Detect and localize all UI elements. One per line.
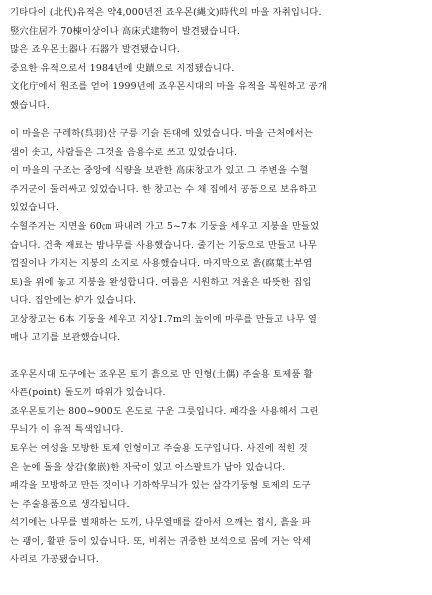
text-line: 이 마을의 구조는 중앙에 식량을 보관한 高床창고가 있고 그 주변을 수혈 — [10, 165, 309, 177]
text-line: 는 주술용품으로 생각됩니다. — [10, 498, 130, 510]
text-line: 사픈(point) 돌도끼 따위가 있습니다. — [10, 387, 166, 399]
text-line: 이 마을은 구레하(呉羽)산 구릉 기슭 돈대에 있었습니다. 마을 근처에서는 — [10, 128, 313, 140]
text-line: 죠우몬토기는 800~900도 온도로 구운 그릇입니다. 패각을 사용해서 그린 — [10, 405, 319, 417]
clay-figurine-paragraph — [10, 440, 424, 477]
section-gap — [10, 115, 424, 125]
text-line: 많은 죠우몬土器나 石器가 발견됐습니다. — [10, 44, 180, 56]
stone-tools-paragraph — [10, 514, 424, 570]
text-line: 토)을 위에 놓고 지붕을 완성합니다. 여름은 시원하고 겨울은 따뜻한 집입 — [10, 276, 312, 288]
text-line: 기타다이 (北代)유적은 약4,000년전 죠우몬(縄文)時代의 마을 자취입니다. — [10, 7, 322, 18]
text-line: 는 괭이, 활판 등이 있습니다. 또, 비취는 귀중한 보석으로 몸에 거는 악세 — [10, 535, 312, 547]
ritual-tools-paragraph — [10, 477, 424, 514]
text-line: 무늬가 이 유적 특색입니다. — [10, 424, 124, 436]
text-line: 습니다. 건축 재료는 밤나무를 사용했습니다. 줄기는 기둥으로 만들고 나무 — [10, 239, 317, 251]
tools-intro-paragraph — [10, 366, 424, 403]
text-line: 고상창고는 6本 기둥을 세우고 지상1.7m의 높이에 마루를 만들고 나무 열 — [10, 313, 318, 325]
text-line: 竪穴住居가 70棟이상이나 高床式建物이 발견됐습니다. — [10, 25, 240, 37]
text-line: 토우는 여성을 모방한 토제 인형이고 주술용 도구입니다. 사진에 적힌 것 — [10, 443, 308, 455]
overview-paragraph — [10, 4, 424, 115]
text-line: 패각을 모방하고 만든 것이나 기하학무늬가 있는 삼각기둥형 토제의 도구 — [10, 480, 311, 492]
text-line: 죠우몬시대 도구에는 죠우몬 토기 흙으로 만 인형(土偶) 주술용 토제품 활 — [10, 368, 313, 380]
text-line: 사리로 가공됐습니다. — [10, 554, 99, 566]
raised-storehouse-paragraph — [10, 311, 424, 348]
text-line: 했습니다. — [10, 99, 50, 111]
text-line: 주거군이 둘러싸고 있었습니다. 한 창고는 수 채 집에서 공동으로 보유하고 — [10, 183, 317, 195]
village-structure-paragraph — [10, 162, 424, 218]
text-line: 은 눈에 돌을 상감(象嵌)한 자국이 있고 아스팔트가 남아 있습니다. — [10, 461, 286, 473]
text-line: 매나 고기를 보관했습니다. — [10, 332, 121, 344]
text-line: 文化庁에서 원조를 얻어 1999년에 죠우몬시대의 마을 유적을 복원하고 공개 — [10, 81, 327, 93]
text-line: 있었습니다. — [10, 202, 60, 214]
text-line: 니다. 집안에는 炉가 있습니다. — [10, 295, 137, 307]
pit-dwelling-paragraph — [10, 218, 424, 311]
text-line: 껍질이나 가지는 지붕의 소지로 사용했습니다. 마지막으로 흙(腐葉土부엽 — [10, 258, 313, 270]
text-line: 석기에는 나무를 벌채하는 도끼, 나무열매를 갈아서 으깨는 접시, 흙을 파 — [10, 517, 311, 529]
text-line: 샘이 솟고, 사람들은 그것을 음용수로 쓰고 있었습니다. — [10, 146, 238, 158]
text-line: 중요한 유적으로서 1984년에 史蹟으로 지정됐습니다. — [10, 62, 235, 74]
pottery-paragraph — [10, 403, 424, 440]
section-gap — [10, 348, 424, 366]
text-line: 수혈주거는 지면을 60㎝ 파내려 가고 5~7本 기둥을 세우고 지붕을 만들었 — [10, 221, 320, 233]
village-location-paragraph — [10, 125, 424, 162]
